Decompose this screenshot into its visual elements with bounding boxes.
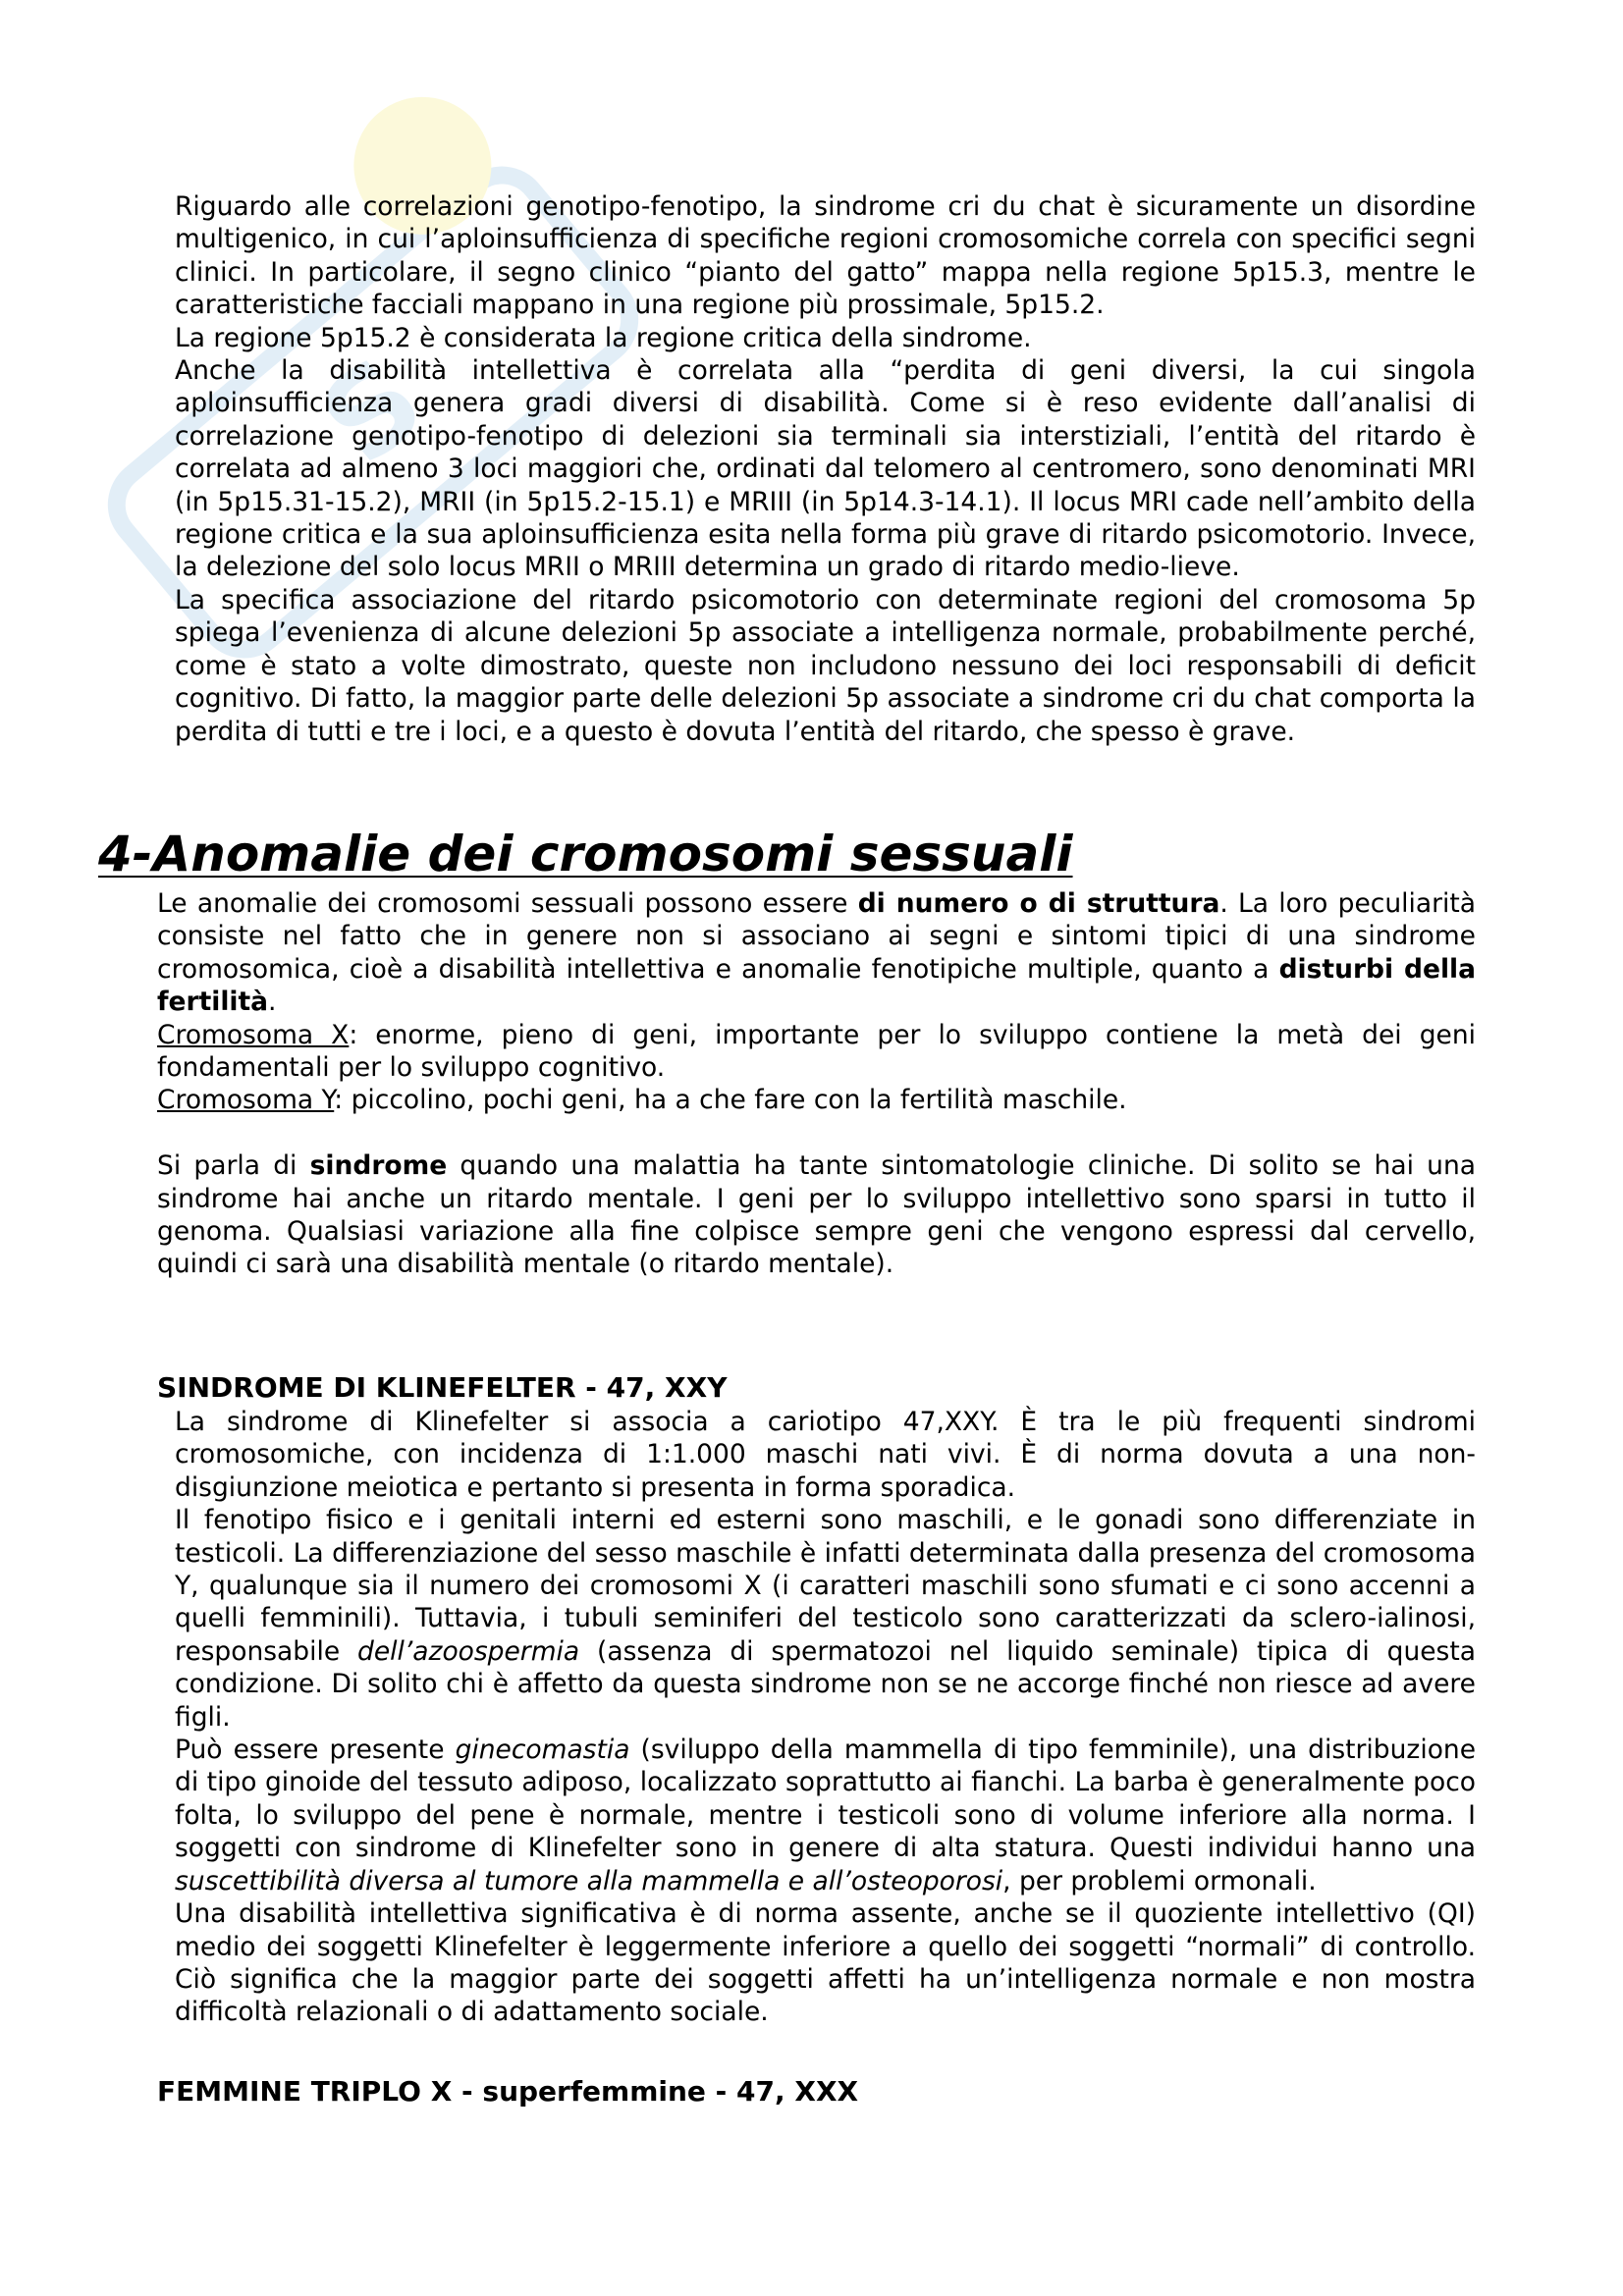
cromosoma-y-text: : piccolino, pochi geni, ha a che fare con la fertilità maschile. xyxy=(334,1085,1127,1116)
klinefelter-body: La sindrome di Klinefelter si associa a cariotipo 47,XXY. È tra le più frequenti sindromi cromosomiche, con incidenza di 1:1.000 maschi nati vivi. È di norma dovuta a una non-disgiunzione meiotica e pertanto si presenta in forma sporadica. Il fenotipo fisico e i genitali interni ed esterni sono maschili, e le gonadi sono differenziate in testicoli. La differenziazione del sesso maschile è infatti determinata dalla presenza del cromosoma Y, qualunque sia il numero dei cromosomi X (i caratteri maschili sono sfumati e ci sono accenni a quelli femminili). Tuttavia, i tubuli seminiferi del testicolo sono caratterizzati da sclero-ialinosi, responsabile dell’azoospermia (assenza di spermatozoi nel liquido seminale) tipica di questa condizione. Di solito chi è affetto da questa sindrome non se ne accorge finché non riesce ad avere figli. Può essere presente ginecomastia (sviluppo della mammella di tipo femminile), una distribuzione di tipo ginoide del tessuto adiposo, localizzato soprattutto ai fianchi. La barba è generalmente poco folta, lo sviluppo del pene è normale, mentre i testicoli sono di volume inferiore alla norma. I soggetti con sindrome di Klinefelter sono in genere di alta statura. Questi individui hanno una suscettibilità diversa al tumore alla mammella e all’osteoporosi, per problemi ormonali. Una disabilità intellettiva significativa è di norma assente, anche se il quoziente intellettivo (QI) medio dei soggetti Klinefelter è leggermente inferiore a quello dei soggetti “normali” di controllo. Ciò significa che la maggior parte dei soggetti affetti ha un’intelligenza normale e non mostra difficoltà relazionali o di adattamento sociale. xyxy=(175,1407,1477,2028)
klinefelter-paragraph-1: La sindrome di Klinefelter si associa a cariotipo 47,XXY. È tra le più frequenti sindromi cromosomiche, con incidenza di 1:1.000 maschi nati vivi. È di norma dovuta a una non-disgiunzione meiotica e pertanto si presenta in forma sporadica. xyxy=(175,1407,1476,1503)
italic-ginecomastia: ginecomastia xyxy=(455,1735,630,1766)
intro-paragraph-3: Anche la disabilità intellettiva è correlata alla “perdita di geni diversi, la cui singola aploinsufficienza genera gradi diversi di disabilità. Come si è reso evidente dall’analisi di correlazione genotipo-fenotipo di delezioni sia terminali sia interstiziali, l’entità del ritardo è correlata ad almeno 3 loci maggiori che, ordinati dal telomero al centromero, sono denominati MRI (in 5p15.31-15.2), MRII (in 5p15.2-15.1) e MRIII (in 5p14.3-14.1). Il locus MRI cade nell’ambito della regione critica e la sua aploinsufficienza esita nella forma più grave di ritardo psicomotorio. Invece, la delezione del solo locus MRII o MRIII determina un grado di ritardo medio-lieve. xyxy=(175,355,1476,583)
klinefelter-heading: SINDROME DI KLINEFELTER - 47, XXY xyxy=(157,1371,728,1404)
intro-text xyxy=(175,190,1476,748)
cromosoma-y-label: Cromosoma Y xyxy=(157,1085,335,1116)
section-body: Le anomalie dei cromosomi sessuali possono essere di numero o di struttura. La loro peculiarità consiste nel fatto che in genere non si associano ai segni e sintomi tipici di una sindrome cromosomica, cioè a disabilità intellettiva e anomalie fenotipiche multiple, quanto a disturbi della fertilità. Cromosoma X: enorme, pieno di geni, importante per lo sviluppo contiene la metà dei geni fondamentali per lo sviluppo cognitivo. Cromosoma Y: piccolino, pochi geni, ha a che fare con la fertilità maschile. Si parla di sindrome quando una malattia ha tante sintomatologie cliniche. Di solito se hai una sindrome hai anche un ritardo mentale. I geni per lo sviluppo intellettivo sono sparsi in tutto il genoma. Qualsiasi variazione alla fine colpisce sempre geni che vengono espressi dal cervello, quindi ci sarà una disabilità mentale (o ritardo mentale). xyxy=(157,888,1477,1280)
triplo-x-heading: FEMMINE TRIPLO X - superfemmine - 47, XXX xyxy=(157,2075,859,2108)
emphasis-sindrome: sindrome xyxy=(309,1150,448,1182)
intro-paragraph-1: Riguardo alle correlazioni genotipo-fenotipo, la sindrome cri du chat è sicuramente un disordine multigenico, in cui l’aploinsufficienza di specifiche regioni cromosomiche correla con specifici segni clinici. In particolare, il segno clinico “pianto del gatto” mappa nella regione 5p15.3, mentre le caratteristiche facciali mappano in una regione più prossimale, 5p15.2. xyxy=(175,191,1476,321)
italic-suscettibilita: suscettibilità diversa al tumore alla mammella e all’osteoporosi xyxy=(175,1865,1003,1896)
emphasis-numero-struttura: di numero o di struttura xyxy=(857,888,1220,919)
emphasis-fertilita: disturbi della fertilità xyxy=(157,953,1476,1018)
cromosoma-x-text: : enorme, pieno di geni, importante per lo sviluppo contiene la metà dei geni fondamentali per lo sviluppo cognitivo. xyxy=(157,1019,1476,1084)
intro-paragraph-2: La regione 5p15.2 è considerata la regione critica della sindrome. xyxy=(175,322,1032,353)
klinefelter-paragraph-4: Una disabilità intellettiva significativa è di norma assente, anche se il quoziente intellettivo (QI) medio dei soggetti Klinefelter è leggermente inferiore a quello dei soggetti “normali” di controllo. Ciò significa che la maggior parte dei soggetti affetti ha un’intelligenza normale e non mostra difficoltà relazionali o di adattamento sociale. xyxy=(175,1898,1476,2028)
section-title: 4-Anomalie dei cromosomi sessuali xyxy=(98,826,1073,882)
cromosoma-x-label: Cromosoma X xyxy=(157,1019,350,1050)
intro-paragraph-4: La specifica associazione del ritardo psicomotorio con determinate regioni del cromosoma 5p spiega l’evenienza di alcune delezioni 5p associate a intelligenza normale, probabilmente perché, come è stato a volte dimostrato, queste non includono nessuno dei loci responsabili di deficit cognitivo. Di fatto, la maggior parte delle delezioni 5p associate a sindrome cri du chat comporta la perdita di tutti e tre i loci, e a questo è dovuta l’entità del ritardo, che spesso è grave. xyxy=(175,584,1476,747)
svg-text:S: S xyxy=(296,332,450,492)
italic-azoospermia: dell’azoospermia xyxy=(357,1635,580,1667)
